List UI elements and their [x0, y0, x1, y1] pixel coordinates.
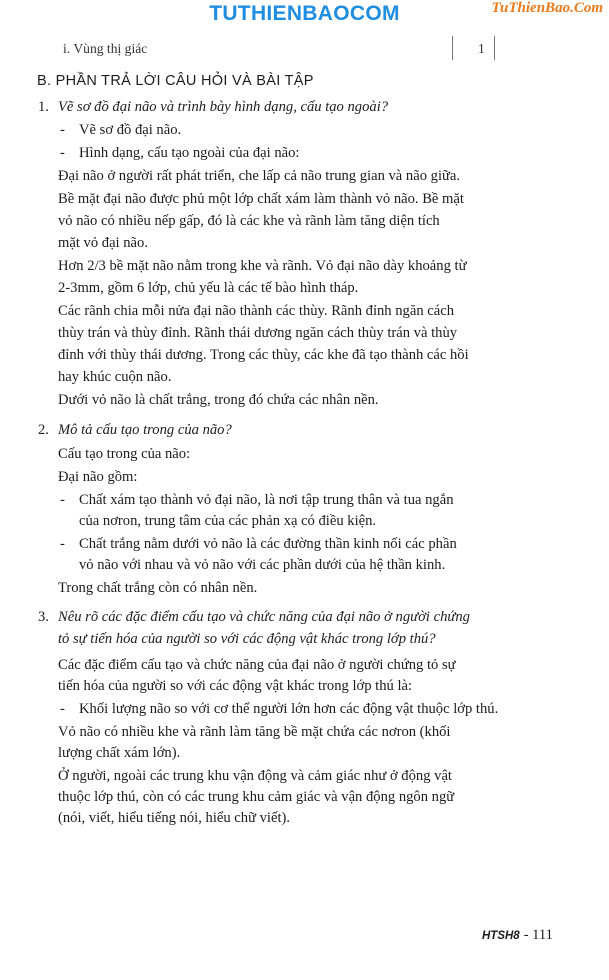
q3-paragraph-line: tiến hóa của người so với các động vật khác trong lớp thú là: — [58, 678, 413, 694]
page-number: - 111 — [523, 927, 553, 943]
q3-paragraph-line: Vỏ não có nhiều khe và rãnh làm tăng bề mặt chứa các nơron (khối — [58, 724, 451, 740]
q2-intro-line: Đại não gồm: — [58, 469, 138, 485]
book-code: HTSH8 — [482, 930, 520, 942]
q1-paragraph-line: hay khúc cuộn não. — [58, 369, 172, 385]
q2-intro-line: Cấu tạo trong của não: — [58, 446, 191, 462]
q1-paragraph-line: mặt vỏ đại não. — [58, 235, 148, 251]
q2-bullet-1-line2: của nơron, trung tâm của các phản xạ có điều kiện. — [79, 513, 377, 529]
q2-bullet-2-line2: vỏ não với nhau và vỏ não với các phần dưới của hệ thần kinh. — [79, 557, 446, 573]
bullet-dash: - — [60, 701, 65, 717]
q1-paragraph-line: Các rãnh chia mỗi nửa đại não thành các thùy. Rãnh đỉnh ngăn cách — [58, 303, 454, 319]
q2-bullet-1-line1: Chất xám tạo thành vỏ đại não, là nơi tập trung thân và tua ngắn — [79, 492, 454, 508]
bullet-dash: - — [60, 492, 65, 508]
bullet-dash: - — [60, 145, 65, 161]
q2-bullet-2-line1: Chất trắng nằm dưới vỏ não là các đường thần kinh nối các phần — [79, 536, 457, 552]
q3-paragraph-line: thuộc lớp thú, còn có các trung khu cảm giác và vận động ngôn ngữ — [58, 789, 455, 805]
q3-bullet: Khối lượng não so với cơ thể người lớn hơn các động vật thuộc lớp thú. — [79, 701, 499, 717]
toc-divider-left — [452, 36, 453, 60]
q3-paragraph-line: (nói, viết, hiểu tiếng nói, hiểu chữ viết). — [58, 810, 291, 826]
question-1-number: 1. — [38, 99, 49, 115]
toc-item: i. Vùng thị giác — [63, 41, 148, 56]
watermark-site-logo: TuThienBao.Com — [491, 0, 603, 16]
page-footer — [482, 926, 553, 944]
q3-paragraph-line: lượng chất xám lớn). — [58, 745, 181, 761]
q1-paragraph-line: Dưới vỏ não là chất trắng, trong đó chứa các nhân nền. — [58, 392, 379, 408]
question-3-text-line2: tỏ sự tiến hóa của người so với các động vật khác trong lớp thú? — [58, 631, 436, 647]
question-3-number: 3. — [38, 609, 49, 625]
q1-paragraph-line: Đại não ở người rất phát triển, che lấp cả não trung gian và não giữa. — [58, 168, 461, 184]
q1-paragraph-line: thùy trán và thùy đỉnh. Rãnh thái dương ngăn cách thùy trán và thùy — [58, 325, 458, 341]
q1-paragraph-line: đỉnh với thùy thái dương. Trong các thùy, các khe đã tạo thành các hồi — [58, 347, 469, 363]
q1-paragraph-line: vỏ não có nhiều nếp gấp, đó là các khe và rãnh làm tăng diện tích — [58, 213, 440, 229]
q1-bullet-2: Hình dạng, cấu tạo ngoài của đại não: — [79, 145, 300, 161]
bullet-dash: - — [60, 536, 65, 552]
q3-paragraph-line: Các đặc điểm cấu tạo và chức năng của đại não ở người chứng tỏ sự — [58, 657, 456, 673]
toc-page-number: 1 — [478, 41, 485, 56]
bullet-dash: - — [60, 122, 65, 138]
question-3-text-line1: Nêu rõ các đặc điểm cấu tạo và chức năng của đại não ở người chứng — [58, 609, 470, 625]
toc-divider-right — [494, 36, 495, 60]
q1-paragraph-line: Bề mặt đại não được phủ một lớp chất xám làm thành vỏ não. Bề mặt — [58, 191, 464, 207]
q1-bullet-1: Vẽ sơ đồ đại não. — [79, 122, 182, 138]
q1-paragraph-line: 2-3mm, gồm 6 lớp, chủ yếu là các tế bào hình tháp. — [58, 280, 359, 296]
q1-paragraph-line: Hơn 2/3 bề mặt não nằm trong khe và rãnh. Vỏ đại não dày khoảng từ — [58, 258, 467, 274]
question-1-text: Vẽ sơ đồ đại não và trình bày hình dạng, cấu tạo ngoài? — [58, 99, 389, 115]
section-heading: B. PHẦN TRẢ LỜI CÂU HỎI VÀ BÀI TẬP — [37, 73, 314, 89]
question-2-number: 2. — [38, 422, 49, 438]
q2-closing-line: Trong chất trắng còn có nhân nền. — [58, 580, 258, 596]
question-2-text: Mô tả cấu tạo trong của não? — [58, 422, 232, 438]
q3-paragraph-line: Ở người, ngoài các trung khu vận động và cảm giác như ở động vật — [58, 768, 452, 784]
watermark-site-title: TUTHIENBAOCOM — [209, 2, 400, 25]
